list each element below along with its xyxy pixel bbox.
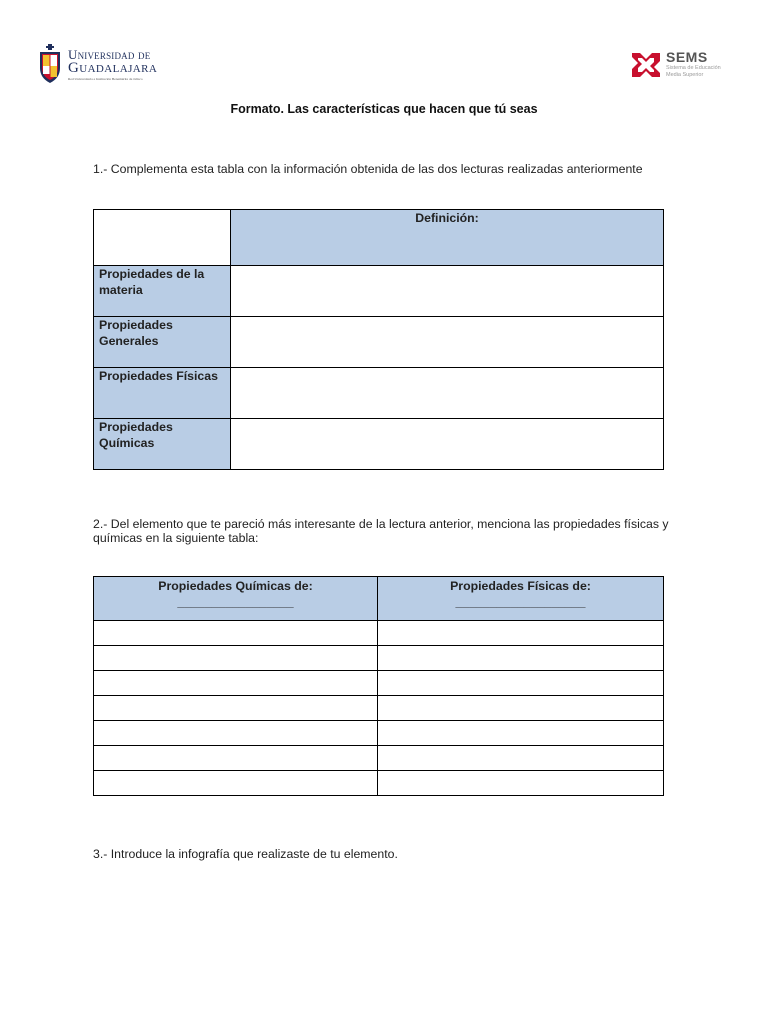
- chemical-property-cell[interactable]: [94, 746, 378, 771]
- table-row: [94, 771, 664, 796]
- physical-property-cell[interactable]: [378, 646, 664, 671]
- table-row: [94, 317, 664, 368]
- definition-header: Definición:: [231, 210, 664, 266]
- page-header: [0, 0, 768, 100]
- question-1: 1.- Complementa esta tabla con la información obtenida de las dos lecturas realizadas anteriormente: [93, 162, 643, 176]
- chemical-property-cell[interactable]: [94, 621, 378, 646]
- table-row: [94, 266, 664, 317]
- table-row: [94, 419, 664, 470]
- physical-properties-header: [378, 577, 664, 621]
- table-header-row: [94, 210, 664, 266]
- udg-tagline: Red Universitaria e Institución Benemérita de Jalisco: [68, 77, 143, 81]
- chemical-element-blank: _________________: [177, 595, 294, 609]
- definition-cell[interactable]: [231, 266, 664, 317]
- row-label-propiedades-quimicas: Propiedades Químicas: [94, 419, 231, 470]
- definitions-table: [93, 209, 664, 470]
- physical-property-cell[interactable]: [378, 721, 664, 746]
- definition-cell[interactable]: [231, 368, 664, 419]
- table-row: [94, 696, 664, 721]
- udg-crest-icon: [38, 44, 62, 84]
- table-row: [94, 621, 664, 646]
- definition-cell[interactable]: [231, 419, 664, 470]
- table-row: [94, 368, 664, 419]
- sems-subtitle: Sistema de Educación Media Superior: [666, 65, 721, 78]
- physical-element-blank: ___________________: [455, 595, 586, 609]
- chemical-properties-header: [94, 577, 378, 621]
- udg-logo: [38, 44, 157, 84]
- table-row: [94, 646, 664, 671]
- chemical-property-cell[interactable]: [94, 771, 378, 796]
- row-label-propiedades-fisicas: Propiedades Físicas: [94, 368, 231, 419]
- physical-property-cell[interactable]: [378, 671, 664, 696]
- chemical-property-cell[interactable]: [94, 696, 378, 721]
- properties-table: [93, 576, 664, 796]
- row-label-propiedades-generales: Propiedades Generales: [94, 317, 231, 368]
- physical-property-cell[interactable]: [378, 746, 664, 771]
- sems-logo: [630, 49, 726, 79]
- chemical-properties-label: Propiedades Químicas de:: [158, 579, 313, 593]
- table-row: [94, 671, 664, 696]
- sems-mark-icon: [630, 49, 662, 79]
- row-label-propiedades-materia: Propiedades de la materia: [94, 266, 231, 317]
- chemical-property-cell[interactable]: [94, 671, 378, 696]
- table-header-row: [94, 577, 664, 621]
- sems-name: SEMS: [666, 49, 708, 65]
- udg-name-line1: Universidad de: [68, 47, 151, 62]
- chemical-property-cell[interactable]: [94, 721, 378, 746]
- definition-cell[interactable]: [231, 317, 664, 368]
- physical-property-cell[interactable]: [378, 771, 664, 796]
- question-2: 2.- Del elemento que te pareció más interesante de la lectura anterior, menciona las propiedades físicas y químicas en la siguiente tabla:: [93, 517, 669, 545]
- udg-name-line2: Guadalajara: [68, 60, 158, 76]
- physical-property-cell[interactable]: [378, 621, 664, 646]
- table-row: [94, 746, 664, 771]
- empty-header-cell: [94, 210, 231, 266]
- physical-properties-label: Propiedades Físicas de:: [450, 579, 591, 593]
- table-row: [94, 721, 664, 746]
- document-title: Formato. Las características que hacen que tú seas: [230, 102, 538, 116]
- chemical-property-cell[interactable]: [94, 646, 378, 671]
- physical-property-cell[interactable]: [378, 696, 664, 721]
- question-3: 3.- Introduce la infografía que realizaste de tu elemento.: [93, 847, 398, 861]
